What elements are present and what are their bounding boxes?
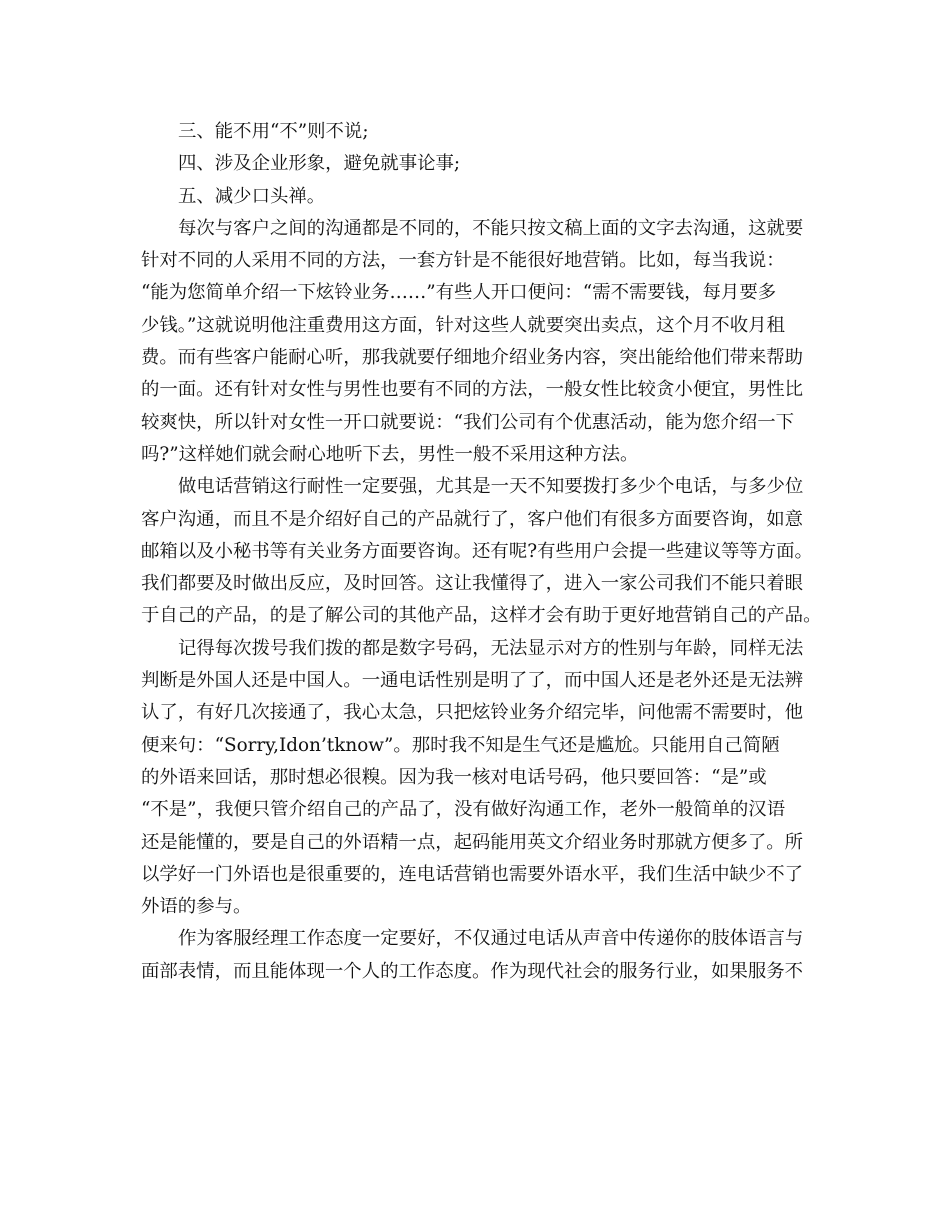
text-line: 的一面。还有针对女性与男性也要有不同的方法，一般女性比较贪小便宜，男性比 (141, 379, 804, 401)
text-line: 每次与客户之间的沟通都是不同的，不能只按文稿上面的文字去沟通，这就要 (178, 217, 804, 239)
text-line: 于自己的产品，的是了解公司的其他产品，这样才会有助于更好地营销自己的产品。 (141, 605, 822, 627)
text-line: “不是”，我便只管介绍自己的产品了，没有做好沟通工作，老外一般简单的汉语 (141, 799, 786, 821)
text-line: 五、减少口头禅。 (178, 185, 326, 207)
document-body (141, 116, 821, 988)
text-line: 客户沟通，而且不是介绍好自己的产品就行了，客户他们有很多方面要咨询，如意 (141, 508, 804, 530)
text-line: 还是能懂的，要是自己的外语精一点，起码能用英文介绍业务时那就方便多了。所 (141, 831, 804, 853)
text-line: 邮箱以及小秘书等有关业务方面要咨询。还有呢?有些用户会提一些建议等等方面。 (141, 540, 813, 562)
text-line: 面部表情，而且能体现一个人的工作态度。作为现代社会的服务行业，如果服务不 (141, 960, 804, 982)
text-line: 少钱。”这就说明他注重费用这方面，针对这些人就要突出卖点，这个月不收月租 (141, 314, 785, 336)
text-line: 记得每次拨号我们拨的都是数字号码，无法显示对方的性别与年龄，同样无法 (178, 637, 804, 659)
text-line: 三、能不用“不”则不说; (178, 121, 369, 142)
text-line: 做电话营销这行耐性一定要强，尤其是一天不知要拨打多少个电话，与多少位 (178, 476, 804, 498)
text-line: 的外语来回话，那时想必很糗。因为我一核对电话号码，他只要回答：“是”或 (141, 766, 767, 788)
text-line: 我们都要及时做出反应，及时回答。这让我懂得了，进入一家公司我们不能只着眼 (141, 573, 804, 595)
text-line: 认了，有好几次接通了，我心太急，只把炫铃业务介绍完毕，问他需不需要时，他 (141, 702, 804, 724)
text-line: 便来句：“Sorry,Idon’tknow”。那时我不知是生气还是尴尬。只能用自己简陋 (141, 734, 780, 756)
text-line: 较爽快，所以针对女性一开口就要说：“我们公司有个优惠活动，能为您介绍一下 (141, 411, 795, 433)
text-line: “能为您简单介绍一下炫铃业务……”有些人开口便问：“需不需要钱，每月要多 (141, 282, 777, 304)
text-line: 以学好一门外语也是很重要的，连电话营销也需要外语水平，我们生活中缺少不了 (141, 863, 804, 885)
text-line: 四、涉及企业形象，避免就事论事; (178, 153, 461, 175)
text-line: 吗?”这样她们就会耐心地听下去，男性一般不采用这种方法。 (141, 443, 639, 465)
text-line: 针对不同的人采用不同的方法，一套方针是不能很好地营销。比如，每当我说： (141, 250, 785, 272)
text-line: 外语的参与。 (141, 896, 252, 918)
text-line: 判断是外国人还是中国人。一通电话性别是明了了，而中国人还是老外还是无法辨 (141, 670, 804, 692)
text-line: 作为客服经理工作态度一定要好，不仅通过电话从声音中传递你的肢体语言与 (178, 928, 804, 950)
text-line: 费。而有些客户能耐心听，那我就要仔细地介绍业务内容，突出能给他们带来帮助 (141, 347, 804, 369)
